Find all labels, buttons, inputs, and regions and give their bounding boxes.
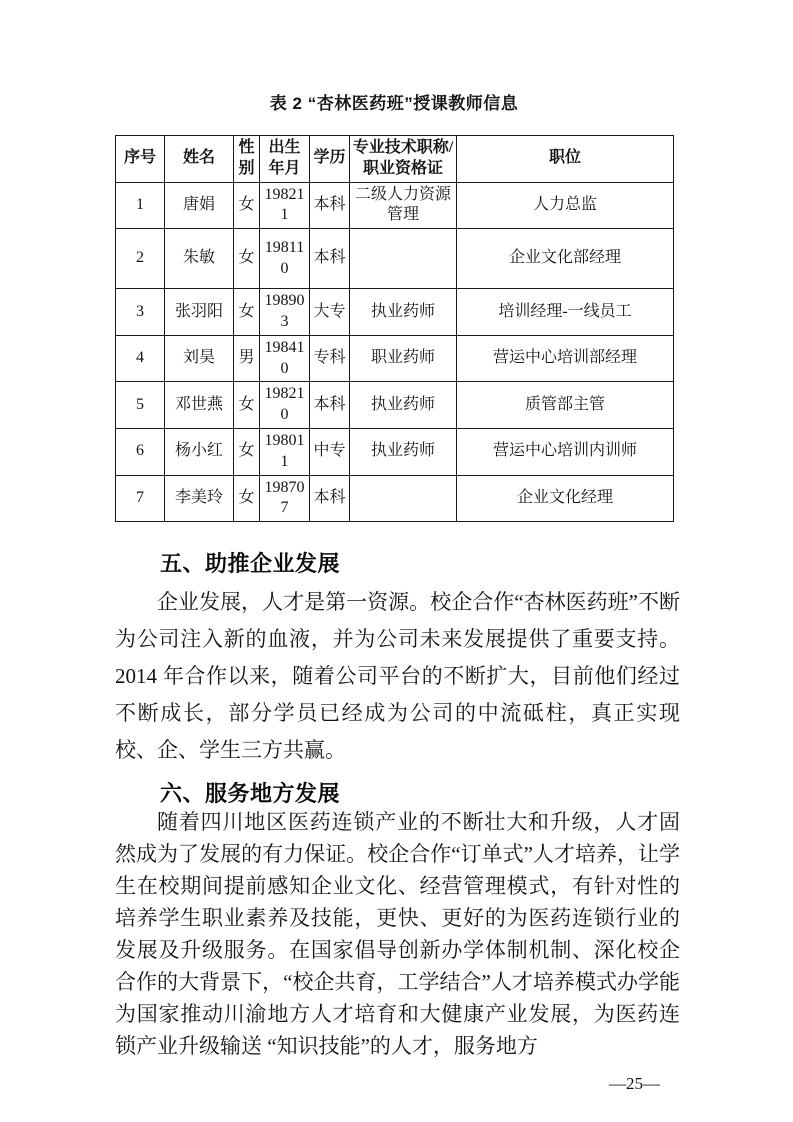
table-row — [116, 475, 674, 522]
section-heading-5: 五、助推企业发展 — [160, 551, 341, 577]
cell-name: 朱敏 — [165, 229, 234, 289]
cell-name: 李美玲 — [165, 475, 234, 522]
cell-gender: 女 — [234, 428, 260, 475]
page-number: —25— — [609, 1074, 660, 1094]
section-paragraph-5: 企业发展，人才是第一资源。校企合作“杏林医药班”不断为公司注入新的血液，并为公司未来发展提供了重要支持。2014 年合作以来，随着公司平台的不断扩大，目前他们经过不断成长，部分学员已经成为公司的中流砥柱，真正实现校、企、学生三方共赢。 — [115, 590, 680, 763]
cell-position: 企业文化部经理 — [457, 229, 674, 289]
col-header-credential: 专业技术职称/职业资格证 — [350, 136, 457, 183]
col-header-position: 职位 — [457, 136, 674, 183]
table-caption: 表 2 “杏林医药班”授课教师信息 — [269, 94, 519, 113]
cell-position: 营运中心培训部经理 — [457, 335, 674, 382]
cell-birth: 198410 — [260, 335, 310, 382]
cell-credential — [350, 475, 457, 522]
cell-name: 刘昊 — [165, 335, 234, 382]
cell-gender: 女 — [234, 229, 260, 289]
teachers-table — [115, 135, 674, 522]
cell-credential — [350, 229, 457, 289]
col-header-no: 序号 — [116, 136, 165, 183]
cell-name: 唐娟 — [165, 182, 234, 229]
cell-no: 1 — [116, 182, 165, 229]
cell-name: 杨小红 — [165, 428, 234, 475]
cell-credential: 执业药师 — [350, 382, 457, 429]
cell-gender: 女 — [234, 289, 260, 336]
cell-education: 专科 — [310, 335, 350, 382]
cell-credential: 二级人力资源管理 — [350, 182, 457, 229]
cell-no: 2 — [116, 229, 165, 289]
col-header-gender: 性别 — [234, 136, 260, 183]
col-header-birth: 出生年月 — [260, 136, 310, 183]
table-row — [116, 182, 674, 229]
cell-no: 3 — [116, 289, 165, 336]
cell-no: 4 — [116, 335, 165, 382]
section-heading-6: 六、服务地方发展 — [160, 781, 341, 807]
cell-education: 本科 — [310, 182, 350, 229]
col-header-education: 学历 — [310, 136, 350, 183]
cell-gender: 女 — [234, 475, 260, 522]
page-content — [115, 0, 680, 1094]
cell-gender: 女 — [234, 182, 260, 229]
section-paragraph-6: 随着四川地区医药连锁产业的不断壮大和升级，人才固然成为了发展的有力保证。校企合作“订单式”人才培养，让学生在校期间提前感知企业文化、经营管理模式，有针对性的培养学生职业素养及技能，更快、更好的为医药连锁行业的发展及升级服务。在国家倡导创新办学体制机制、深化校企合作的大背景下，“校企共育，工学结合”人才培养模式办学能为国家推动川渝地方人才培育和大健康产业发展，为医药连锁产业升级输送 “知识技能”的人才，服务地方 — [115, 810, 680, 1059]
cell-credential: 执业药师 — [350, 289, 457, 336]
table-header-row — [116, 136, 674, 183]
cell-credential: 执业药师 — [350, 428, 457, 475]
cell-gender: 男 — [234, 335, 260, 382]
col-header-name: 姓名 — [165, 136, 234, 183]
cell-position: 人力总监 — [457, 182, 674, 229]
cell-birth: 198707 — [260, 475, 310, 522]
cell-education: 本科 — [310, 382, 350, 429]
cell-name: 张羽阳 — [165, 289, 234, 336]
table-row — [116, 289, 674, 336]
table-row — [116, 229, 674, 289]
cell-name: 邓世燕 — [165, 382, 234, 429]
table-row — [116, 428, 674, 475]
cell-education: 中专 — [310, 428, 350, 475]
table-row — [116, 382, 674, 429]
cell-birth: 198210 — [260, 382, 310, 429]
cell-no: 6 — [116, 428, 165, 475]
cell-no: 5 — [116, 382, 165, 429]
cell-education: 大专 — [310, 289, 350, 336]
cell-position: 企业文化经理 — [457, 475, 674, 522]
table-row — [116, 335, 674, 382]
cell-birth: 198011 — [260, 428, 310, 475]
cell-education: 本科 — [310, 475, 350, 522]
cell-position: 培训经理-一线员工 — [457, 289, 674, 336]
cell-credential: 职业药师 — [350, 335, 457, 382]
cell-birth: 198211 — [260, 182, 310, 229]
cell-gender: 女 — [234, 382, 260, 429]
cell-position: 营运中心培训内训师 — [457, 428, 674, 475]
cell-education: 本科 — [310, 229, 350, 289]
cell-birth: 198110 — [260, 229, 310, 289]
cell-position: 质管部主管 — [457, 382, 674, 429]
cell-no: 7 — [116, 475, 165, 522]
cell-birth: 198903 — [260, 289, 310, 336]
